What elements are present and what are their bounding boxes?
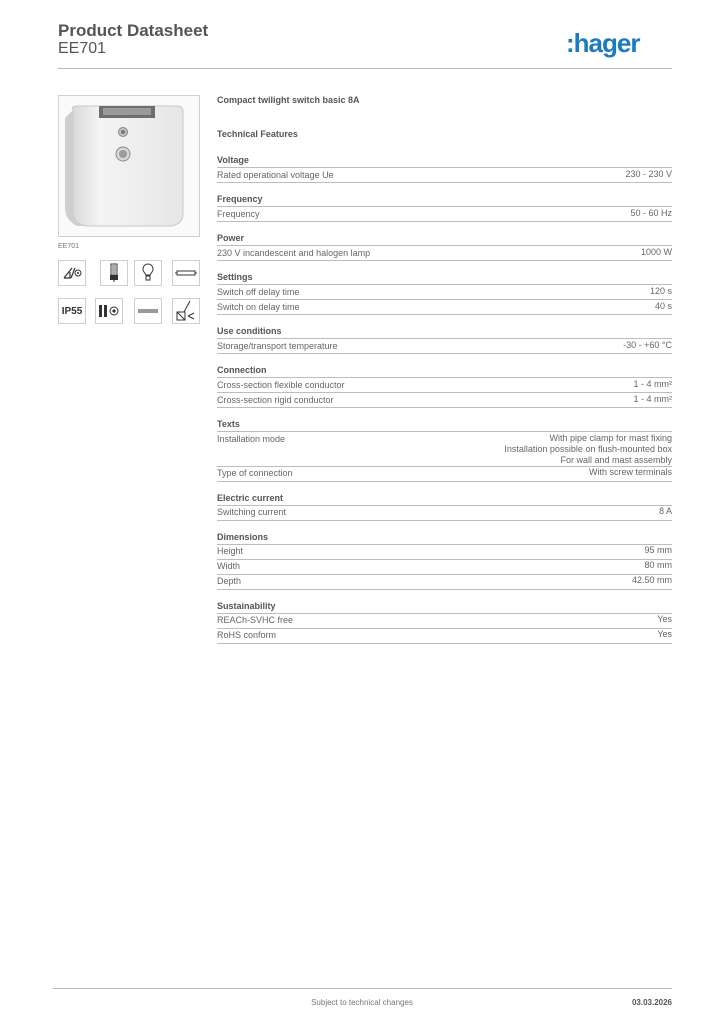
ip-rating-icon	[58, 298, 86, 324]
spec-label: Switch on delay time	[217, 301, 300, 312]
spec-label: 230 V incandescent and halogen lamp	[217, 247, 371, 258]
photo-caption: EE701	[58, 243, 80, 250]
spec-label: Installation mode	[217, 433, 286, 444]
header-divider	[58, 68, 672, 69]
spec-label: Rated operational voltage Ue	[217, 169, 334, 180]
spec-value-line: With pipe clamp for mast fixing	[549, 432, 672, 443]
spec-value-line: Yes	[657, 629, 672, 639]
section-title: Connection	[217, 364, 672, 378]
technical-features-title: Technical Features	[217, 129, 298, 139]
spec-value-line: 1 - 4 mm²	[633, 393, 672, 404]
spec-section	[217, 232, 672, 261]
product-photo	[58, 95, 200, 237]
spec-row	[217, 629, 672, 644]
fluorescent-tube-icon	[172, 260, 200, 286]
spec-row	[217, 432, 672, 467]
footer-divider	[53, 988, 672, 989]
spec-section	[217, 492, 672, 521]
hager-logo	[566, 30, 676, 58]
spec-label: REACh-SVHC free	[217, 615, 294, 625]
spec-value	[632, 575, 672, 589]
section-title: Settings	[217, 271, 672, 285]
led-tube-icon	[134, 298, 162, 324]
spec-label: Width	[217, 561, 241, 571]
spec-value	[650, 286, 672, 300]
section-title: Use conditions	[217, 325, 672, 339]
spec-row	[217, 168, 672, 183]
spec-row	[217, 506, 672, 521]
spec-value-line: -30 - +60 °C	[623, 339, 672, 350]
spec-value	[641, 247, 672, 261]
spec-row	[217, 300, 672, 315]
spec-value-line: 1 - 4 mm²	[633, 378, 672, 389]
spec-value	[589, 467, 672, 481]
section-title: Electric current	[217, 492, 672, 506]
spec-section	[217, 154, 672, 183]
spec-label: Cross-section flexible conductor	[217, 379, 345, 390]
spec-section	[217, 600, 672, 644]
spec-section	[217, 364, 672, 408]
section-title: Dimensions	[217, 531, 672, 545]
spec-row	[217, 614, 672, 629]
product-name: Compact twilight switch basic 8A	[217, 95, 360, 105]
spec-row	[217, 393, 672, 408]
ip-rating-label: IP55	[61, 305, 83, 317]
spec-value-line: Yes	[657, 614, 672, 624]
spec-row	[217, 285, 672, 300]
spec-value-line: 40 s	[654, 300, 672, 311]
spec-value-line: Installation possible on flush-mounted box	[504, 443, 672, 454]
spec-value-line: 8 A	[658, 506, 672, 516]
spec-section	[217, 531, 672, 590]
spec-label: Height	[217, 546, 244, 556]
spec-label: Cross-section rigid conductor	[217, 394, 334, 405]
spec-value-line: With screw terminals	[588, 467, 672, 477]
footer-note: Subject to technical changes	[311, 998, 413, 1007]
light-sensor-icon	[58, 260, 86, 286]
spec-value	[630, 208, 672, 222]
spec-section	[217, 193, 672, 222]
spec-value	[623, 340, 672, 354]
spec-row	[217, 246, 672, 261]
spec-value	[644, 545, 672, 559]
spec-value	[504, 433, 672, 466]
spec-row	[217, 467, 672, 482]
spec-section	[217, 418, 672, 482]
spec-label: Switching current	[217, 507, 287, 517]
section-title: Voltage	[217, 154, 672, 168]
spec-value	[655, 301, 672, 315]
spec-value-line: 95 mm	[644, 545, 672, 555]
spec-row	[217, 575, 672, 590]
product-code: EE701	[58, 40, 107, 57]
spec-value	[633, 379, 672, 393]
timer-delay-icon	[95, 298, 123, 324]
spec-row	[217, 560, 672, 575]
section-title: Texts	[217, 418, 672, 432]
mounting-icon	[172, 298, 200, 324]
spec-value	[625, 169, 672, 183]
spec-sections	[217, 154, 672, 644]
spec-row	[217, 545, 672, 560]
spec-value	[659, 506, 672, 520]
spec-value-line: 42.50 mm	[631, 575, 672, 585]
spec-label: Depth	[217, 576, 242, 586]
spec-section	[217, 325, 672, 354]
spec-label: Storage/transport temperature	[217, 340, 338, 351]
spec-value	[657, 629, 672, 643]
spec-label: Frequency	[217, 208, 260, 219]
spec-value-line: 1000 W	[640, 246, 672, 257]
light-bulb-icon	[134, 260, 162, 286]
section-title: Power	[217, 232, 672, 246]
spec-value-line: 230 - 230 V	[625, 168, 672, 179]
spec-value-line: 50 - 60 Hz	[630, 207, 672, 218]
spec-row	[217, 207, 672, 222]
spec-value	[633, 394, 672, 408]
svg-text::hager: :hager	[566, 30, 640, 58]
spec-content	[217, 95, 672, 654]
spec-value-line: 80 mm	[644, 560, 672, 570]
lamp-tube-icon	[100, 260, 128, 286]
spec-row	[217, 378, 672, 393]
spec-label: RoHS conform	[217, 630, 277, 640]
spec-value-line: For wall and mast assembly	[560, 454, 672, 465]
page-title: Product Datasheet	[58, 21, 209, 40]
spec-value	[644, 560, 672, 574]
spec-value	[657, 614, 672, 628]
spec-label: Switch off delay time	[217, 286, 300, 297]
twilight-switch-device-image	[59, 96, 199, 236]
spec-value-line: 120 s	[649, 285, 672, 296]
section-title: Sustainability	[217, 600, 672, 614]
footer-date: 03.03.2026	[631, 998, 672, 1007]
spec-section	[217, 271, 672, 315]
section-title: Frequency	[217, 193, 672, 207]
spec-label: Type of connection	[217, 468, 293, 478]
spec-row	[217, 339, 672, 354]
